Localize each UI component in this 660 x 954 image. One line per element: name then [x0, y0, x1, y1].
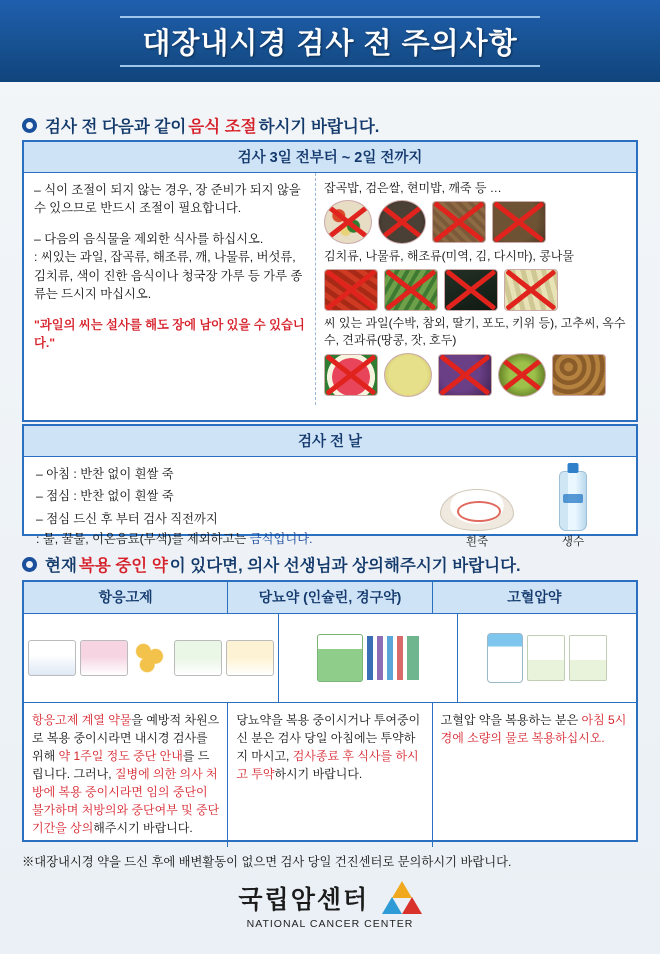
medication-image-diabetes	[278, 614, 457, 702]
food-item	[492, 201, 546, 243]
med1-part: 항응고제 계열 약물	[32, 713, 132, 727]
logo-triangle-blue	[382, 897, 402, 914]
medication-images-row	[24, 614, 636, 703]
food-item	[384, 269, 438, 311]
medicine-box-icon	[317, 634, 363, 682]
med3-part: 아침 5시경에 소량의 물로 복용하십시오.	[440, 713, 627, 745]
medication-text-anticoagulant	[24, 703, 227, 847]
page-title: 대장내시경 검사 전 주의사항	[142, 27, 518, 60]
medication-text-diabetes	[227, 703, 431, 847]
med3-part: 고혈압 약을 복용하는 분은	[440, 713, 582, 727]
footnote: ※대장내시경 약을 드신 후에 배변활동이 없으면 검사 당일 건진센터로 문의하시기 바랍니다.	[22, 855, 512, 869]
food-item	[432, 201, 486, 243]
med1-part: 질병에 의한 의사 처방에 복용 중이시라면 임의 중단이 불가하며 처방의와 중단여부 및 중단기간을 상의	[32, 767, 220, 835]
prevday-instructions	[36, 465, 430, 549]
logo-korean-name: 국립암센터	[238, 886, 370, 914]
food-item	[444, 269, 498, 311]
medication-text-hypertension	[432, 703, 636, 847]
x-mark-icon	[493, 202, 545, 242]
diet-panel-3days-title: 검사 3일 전부터 ~ 2일 전까지	[24, 142, 636, 173]
x-mark-icon	[379, 201, 425, 243]
food-item	[438, 354, 492, 396]
food-item	[378, 200, 426, 244]
x-mark-icon	[385, 270, 437, 310]
med2-part: 하시기 바랍니다.	[274, 767, 363, 781]
x-mark-icon	[445, 270, 497, 310]
food-group-caption-1: 잡곡밥, 검은쌀, 현미밥, 깨죽 등 …	[324, 181, 502, 195]
x-mark-icon	[439, 355, 491, 395]
medication-image-hypertension	[457, 614, 636, 702]
food-item	[504, 269, 558, 311]
food-group-row-2	[324, 269, 630, 311]
prevday-line-4-pre: : 물, 꿀물, 이온음료(무색)를 제외하고는	[36, 532, 250, 547]
medicine-box-icon	[569, 635, 607, 681]
medication-image-anticoagulant	[24, 614, 278, 702]
prevday-line-1: – 아침 : 반찬 없이 흰쌀 죽	[36, 467, 174, 481]
food-group-row-1	[324, 200, 630, 244]
food-group-caption-3: 씨 있는 과일(수박, 참외, 딸기, 포도, 키위 등), 고추씨, 옥수수, 견과류(땅콩, 잣, 호두)	[324, 315, 626, 348]
diet-instructions	[24, 173, 316, 405]
x-mark-icon	[505, 270, 557, 310]
forbidden-food-gallery	[316, 173, 636, 405]
porridge-bowl-icon	[440, 489, 514, 531]
med2-part: 검사종료 후 식사를 하시고 투약	[236, 749, 419, 781]
insulin-pen-icon	[367, 636, 419, 680]
logo-triangle-yellow	[392, 881, 412, 898]
food-item	[384, 353, 432, 397]
diet-instruction-3: : 씨있는 과일, 잡곡류, 해조류, 깨, 나물류, 버섯류, 김치류, 색이 진한 음식이나 청국장 가루 등 가루 종류는 드시지 마십시오.	[34, 250, 303, 302]
med1-part: 약 1주일 정도 중단 안내	[58, 749, 183, 763]
bullet-icon	[22, 118, 37, 133]
section1-heading-post: 하시기 바랍니다.	[258, 118, 380, 136]
diet-panel-3days-body	[24, 173, 636, 405]
picture-label: 생수	[561, 535, 585, 548]
medicine-box-icon	[28, 640, 76, 676]
organization-logo	[0, 880, 660, 930]
logo-mark-icon	[382, 881, 422, 915]
medicine-box-icon	[226, 640, 274, 676]
prevday-line-4	[36, 530, 430, 548]
diet-instruction-2: – 다음의 음식물을 제외한 식사를 하십시오.	[34, 231, 264, 246]
food-item	[324, 354, 378, 396]
picture-water	[534, 471, 612, 549]
prevday-line-3: – 점심 드신 후 부터 검사 직전까지	[36, 511, 218, 526]
medication-table	[22, 580, 638, 842]
medicine-box-icon	[174, 640, 222, 676]
prevday-pictures	[430, 465, 626, 549]
capsule-icon	[132, 641, 170, 675]
medication-table-header	[24, 582, 636, 614]
section1-heading-highlight: 음식 조절	[188, 118, 257, 136]
prevday-line-2: – 점심 : 반찬 없이 흰쌀 죽	[36, 489, 174, 504]
diet-quote: "과일의 씨는 설사를 해도 장에 남아 있을 수 있습니다."	[34, 317, 305, 351]
food-group-caption-2: 김치류, 나물류, 해조류(미역, 김, 다시마), 콩나물	[324, 249, 574, 264]
med2-part: 당뇨약을 복용 중이시거나 투여중이신 분은 검사 당일 아침에는 투약하지 마시고,	[236, 713, 421, 763]
food-item	[552, 354, 606, 396]
med1-part: 해주시기 바랍니다.	[93, 821, 193, 835]
title-frame	[120, 16, 539, 67]
medicine-box-icon	[80, 640, 128, 676]
section2-heading-highlight: 복용 중인 약	[78, 557, 168, 575]
section2-heading	[22, 552, 521, 576]
bullet-icon	[22, 557, 37, 572]
x-mark-icon	[325, 270, 377, 310]
title-banner	[0, 0, 660, 82]
diet-instruction-1: – 식이 조절이 되지 않는 경우, 장 준비가 되지 않을 수 있으므로 반드시 조절이 필요합니다.	[34, 183, 301, 216]
logo-english-name: NATIONAL CANCER CENTER	[246, 918, 414, 930]
medication-column-title: 고혈압약	[432, 582, 636, 613]
food-group-row-3	[324, 353, 630, 397]
section1-heading-pre: 검사 전 다음과 같이	[45, 118, 187, 136]
medication-text-row	[24, 703, 636, 847]
med1-part: 를 드립니다. 그러나,	[32, 749, 210, 781]
x-mark-icon	[433, 202, 485, 242]
med1-part: 을 예방적 차원으로 복용 중이시라면 내시경 검사를 위해	[32, 713, 220, 763]
x-mark-icon	[499, 354, 545, 396]
logo-triangle-red	[402, 897, 422, 914]
x-mark-icon	[325, 355, 377, 395]
section1-heading	[22, 113, 379, 137]
food-item	[324, 200, 372, 244]
medication-column-title: 항응고제	[98, 589, 153, 605]
medication-column-title: 당뇨약 (인슐린, 경구약)	[227, 582, 431, 613]
diet-panel-prevday	[22, 424, 638, 548]
diet-panel-3days	[22, 140, 638, 422]
food-item	[498, 353, 546, 397]
food-item	[324, 269, 378, 311]
picture-label: 흰죽	[465, 535, 489, 548]
pill-bottle-icon	[487, 633, 523, 683]
medicine-box-icon	[527, 635, 565, 681]
x-mark-icon	[325, 201, 371, 243]
diet-panel-prevday-title: 검사 전 날	[24, 426, 636, 457]
water-bottle-icon	[559, 471, 587, 531]
picture-porridge	[438, 489, 516, 549]
diet-panel-prevday-body	[24, 457, 636, 557]
prevday-line-4-highlight: 금식입니다.	[249, 532, 313, 547]
section2-heading-post: 이 있다면, 의사 선생님과 상의해주시기 바랍니다.	[169, 557, 521, 575]
section2-heading-pre: 현재	[45, 557, 77, 575]
